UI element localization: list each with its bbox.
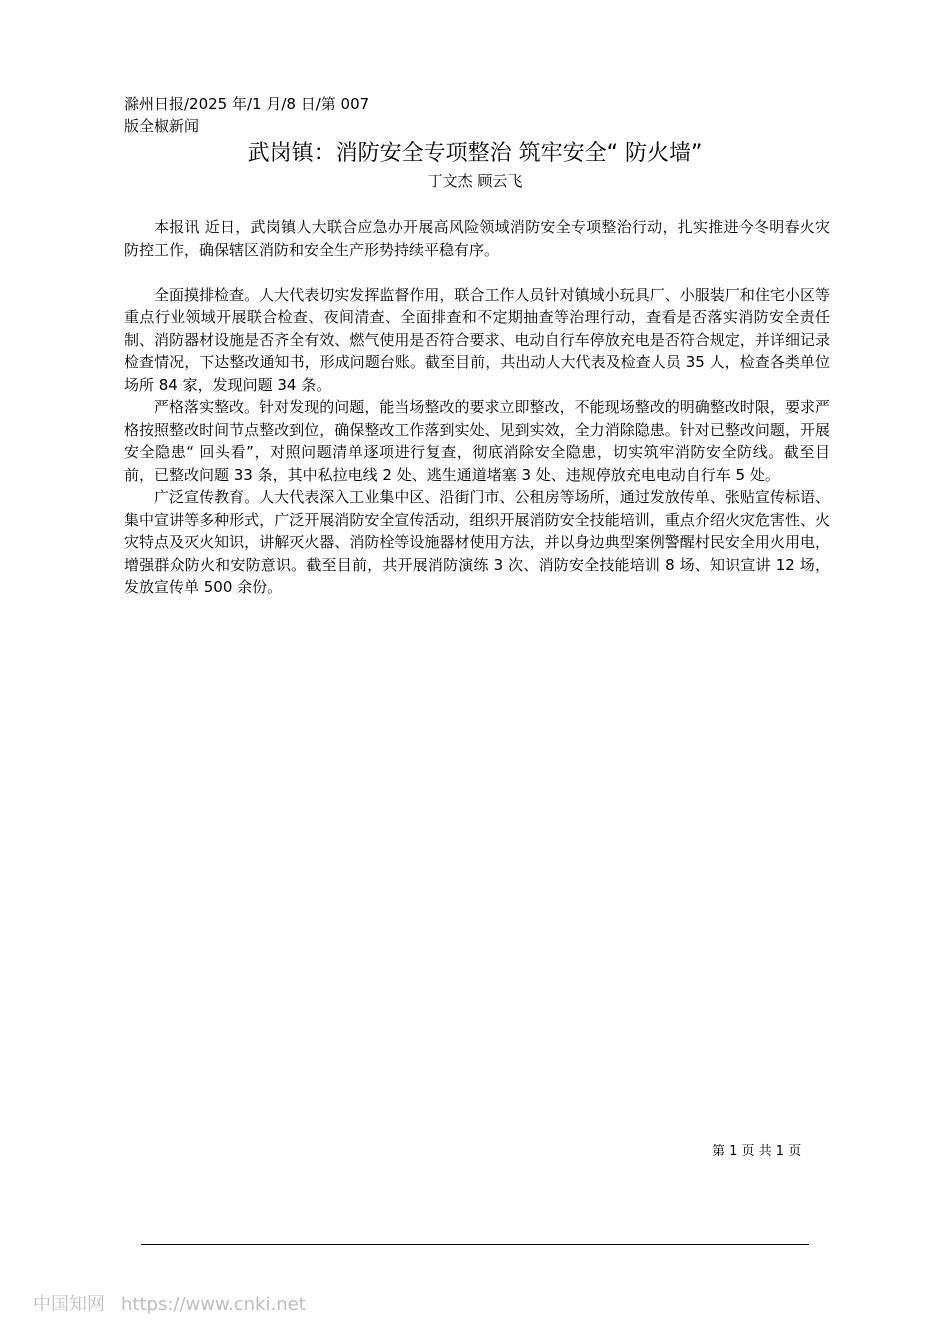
page-count: 第 1 页 共 1 页 [712,1144,802,1159]
publication-source: 滁州日报/2025 年/1 月/8 日/第 007 [124,95,370,113]
article-paragraph: 本报讯 近日，武岗镇人大联合应急办开展高风险领域消防安全专项整治行动，扎实推进今冬明春火灾防控工作，确保辖区消防和安全生产形势持续平稳有序。 [124,218,830,259]
article-body [124,216,830,599]
watermark-name: 中国知网 [33,1294,105,1315]
article-paragraph: 严格落实整改。针对发现的问题，能当场整改的要求立即整改，不能现场整改的明确整改时限，要求严格按照整改时间节点整改到位，确保整改工作落到实处、见到实效，全力消除隐患。针对已整改问题，开展安全隐患“ 回头看”，对照问题清单逐项进行复查，彻底消除安全隐患，切实筑牢消防安全防线。截至目前，已整改问题 33 条，其中私拉电线 2 处、逃生通道堵塞 3 处、违规停放充电电动自行车 5 处。 [124,398,830,484]
article-title: 武岗镇：消防安全专项整治 筑牢安全“ 防火墙” [247,141,703,166]
footer-divider [141,1244,809,1245]
article-paragraph: 广泛宣传教育。人大代表深入工业集中区、沿街门市、公租房等场所，通过发放传单、张贴宣传标语、集中宣讲等多种形式，广泛开展消防安全宣传活动，组织开展消防安全技能培训，重点介绍火灾危害性、火灾特点及灭火知识，讲解灭火器、消防栓等设施器材使用方法，并以身边典型案例警醒村民安全用火用电，增强群众防火和安防意识。截至目前，共开展消防演练 3 次、消防安全技能培训 8 场、知识宣讲 12 场，发放宣传单 500 余份。 [124,488,830,596]
article-paragraph: 全面摸排检查。人大代表切实发挥监督作用，联合工作人员针对镇域小玩具厂、小服装厂和住宅小区等重点行业领域开展联合检查、夜间清查、全面排查和不定期抽查等治理行动，查看是否落实消防安全责任制、消防器材设施是否齐全有效、燃气使用是否符合要求、电动自行车停放充电是否符合规定，并详细记录检查情况，下达整改通知书，形成问题台账。截至目前，共出动人大代表及检查人员 35 人，检查各类单位场所 84 家，发现问题 34 条。 [124,285,830,394]
publication-section: 版全椒新闻 [124,117,200,135]
cnki-watermark [33,1293,306,1317]
article-authors: 丁文杰 顾云飞 [427,172,523,190]
watermark-url: https://www.cnki.net [121,1294,306,1315]
